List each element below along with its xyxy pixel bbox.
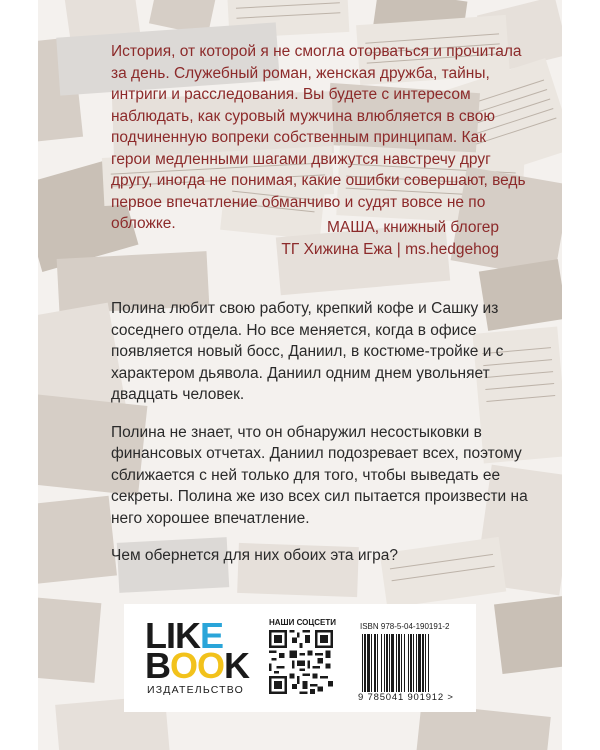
likebook-logo: [145, 615, 250, 700]
description-paragraph-3: Чем обернется для них обоих эта игра?: [111, 547, 399, 564]
description-paragraph-1: Полина любит свою работу, крепкий кофе и Сашку из соседнего отдела. Но все меняется, когда в офисе появляется новый босс, Даниил, в костюме-тройке и с характером дьявола. Даниил одним днем увольняет двадцать человек.: [111, 300, 504, 403]
quote-attribution: [281, 217, 499, 260]
blogger-quote: История, от которой я не смогла оторваться и прочитала за день. Служебный роман, женская дружба, тайны, интриги и расследования. Вы будете с интересом наблюдать, как суровый мужчина влюбляется в свою подчиненную вопреки собственным принципам. Как герои медленными шагами движутся навстречу друг другу, иногда не понимая, какие ошибки совершают, ведь первое впечатление обманчиво и судят вовсе не по обложке.: [111, 43, 526, 232]
social-label: НАШИ СОЦСЕТИ: [269, 618, 336, 627]
isbn-label: ISBN 978-5-04-190191-2: [360, 622, 450, 631]
logo-word-like: LIKE: [145, 615, 224, 656]
logo-subtitle: ИЗДАТЕЛЬСТВО: [147, 684, 245, 696]
barcode-icon: [360, 634, 466, 692]
publisher-panel: [124, 604, 476, 712]
book-description: [111, 298, 531, 583]
qr-code-icon[interactable]: [269, 630, 333, 694]
barcode-digits: 9 785041 901912 >: [358, 692, 454, 703]
description-paragraph-2: Полина не знает, что он обнаружил несостыковки в финансовых отчетах. Даниил подозревает всех, поэтому сближается с ней только для того, чтобы выведать ее секреты. Полина же изо всех сил пытается произвести на него хорошее впечатление.: [111, 423, 528, 527]
quote-channel: ТГ Хижина Ежа | ms.hedgehog: [281, 240, 499, 258]
quote-author: МАША, книжный блогер: [326, 219, 499, 236]
logo-word-book: BOOK: [145, 645, 250, 686]
